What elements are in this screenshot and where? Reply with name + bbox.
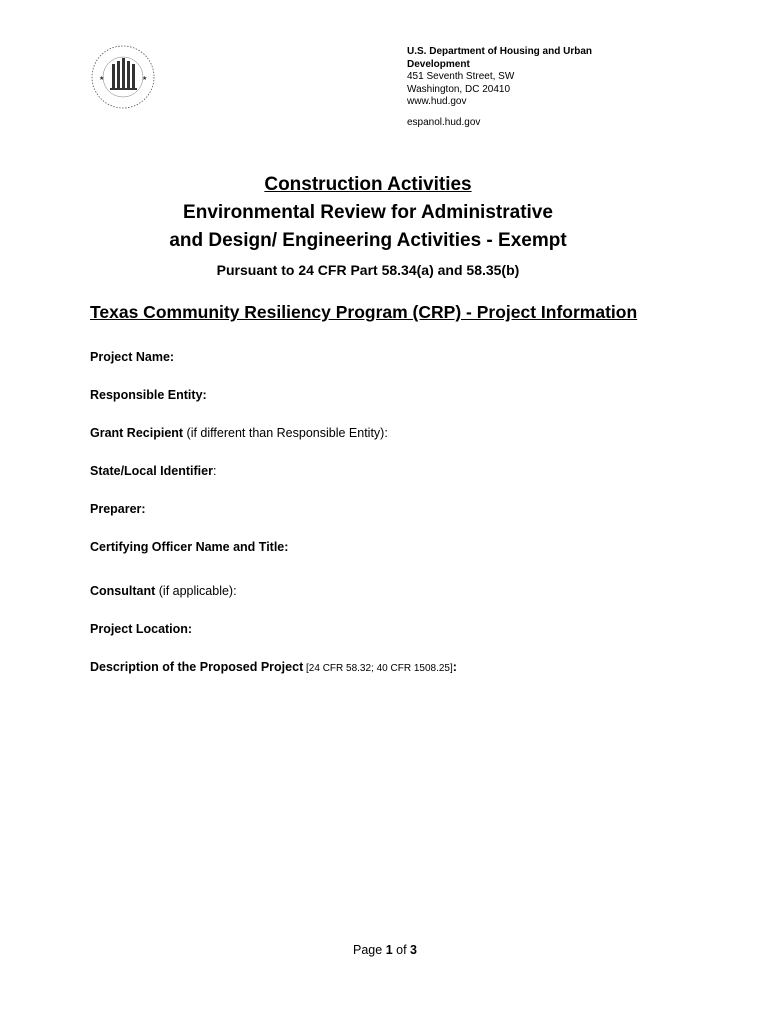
project-description-colon: : bbox=[452, 660, 457, 674]
title-line-2: Environmental Review for Administrative bbox=[183, 202, 553, 223]
hud-seal-icon bbox=[90, 44, 156, 110]
svg-text:★: ★ bbox=[142, 76, 148, 82]
state-local-identifier-label: State/Local Identifier bbox=[90, 464, 213, 478]
project-name-field bbox=[90, 350, 174, 364]
section-heading: Texas Community Resiliency Program (CRP) - Project Information bbox=[90, 302, 638, 322]
consultant-note: (if applicable): bbox=[155, 584, 237, 598]
svg-text:★: ★ bbox=[99, 76, 105, 82]
responsible-entity-field bbox=[90, 388, 207, 402]
consultant-field bbox=[90, 584, 237, 598]
project-description-reference: [24 CFR 58.32; 40 CFR 1508.25] bbox=[303, 663, 453, 674]
spanish-site-text: espanol.hud.gov bbox=[407, 116, 481, 128]
address-line-1: 451 Seventh Street, SW bbox=[407, 71, 515, 82]
project-description-label: Description of the Proposed Project bbox=[90, 660, 304, 674]
agency-name: U.S. Department of Housing and Urban Development bbox=[407, 46, 593, 70]
title-line-3: and Design/ Engineering Activities - Exempt bbox=[169, 230, 567, 251]
website-text: www.hud.gov bbox=[407, 96, 467, 107]
certifying-officer-field bbox=[90, 540, 288, 554]
address-line-2: Washington, DC 20410 bbox=[407, 83, 511, 95]
project-location-label: Project Location: bbox=[90, 622, 193, 636]
project-description-field bbox=[90, 660, 457, 674]
responsible-entity-label: Responsible Entity: bbox=[90, 388, 207, 402]
state-local-colon: : bbox=[212, 464, 217, 478]
agency-header bbox=[407, 46, 617, 129]
consultant-label: Consultant bbox=[90, 584, 156, 598]
page-footer bbox=[0, 943, 770, 957]
page-word: Page bbox=[353, 943, 386, 957]
certifying-officer-label: Certifying Officer Name and Title: bbox=[90, 540, 289, 554]
project-location-field bbox=[90, 622, 192, 636]
grant-recipient-field bbox=[90, 426, 388, 440]
project-name-label: Project Name: bbox=[90, 350, 175, 364]
title-subtitle: Pursuant to 24 CFR Part 58.34(a) and 58.35(b) bbox=[216, 262, 520, 278]
title-block bbox=[0, 171, 736, 283]
preparer-field bbox=[90, 502, 146, 516]
page-total: 3 bbox=[410, 943, 417, 957]
page-number: 1 bbox=[385, 943, 393, 957]
title-line-1: Construction Activities bbox=[264, 174, 472, 195]
preparer-label: Preparer: bbox=[90, 502, 146, 516]
state-local-identifier-field bbox=[90, 464, 216, 478]
of-word: of bbox=[392, 943, 411, 957]
grant-recipient-note: (if different than Responsible Entity): bbox=[183, 426, 388, 440]
grant-recipient-label: Grant Recipient bbox=[90, 426, 184, 440]
